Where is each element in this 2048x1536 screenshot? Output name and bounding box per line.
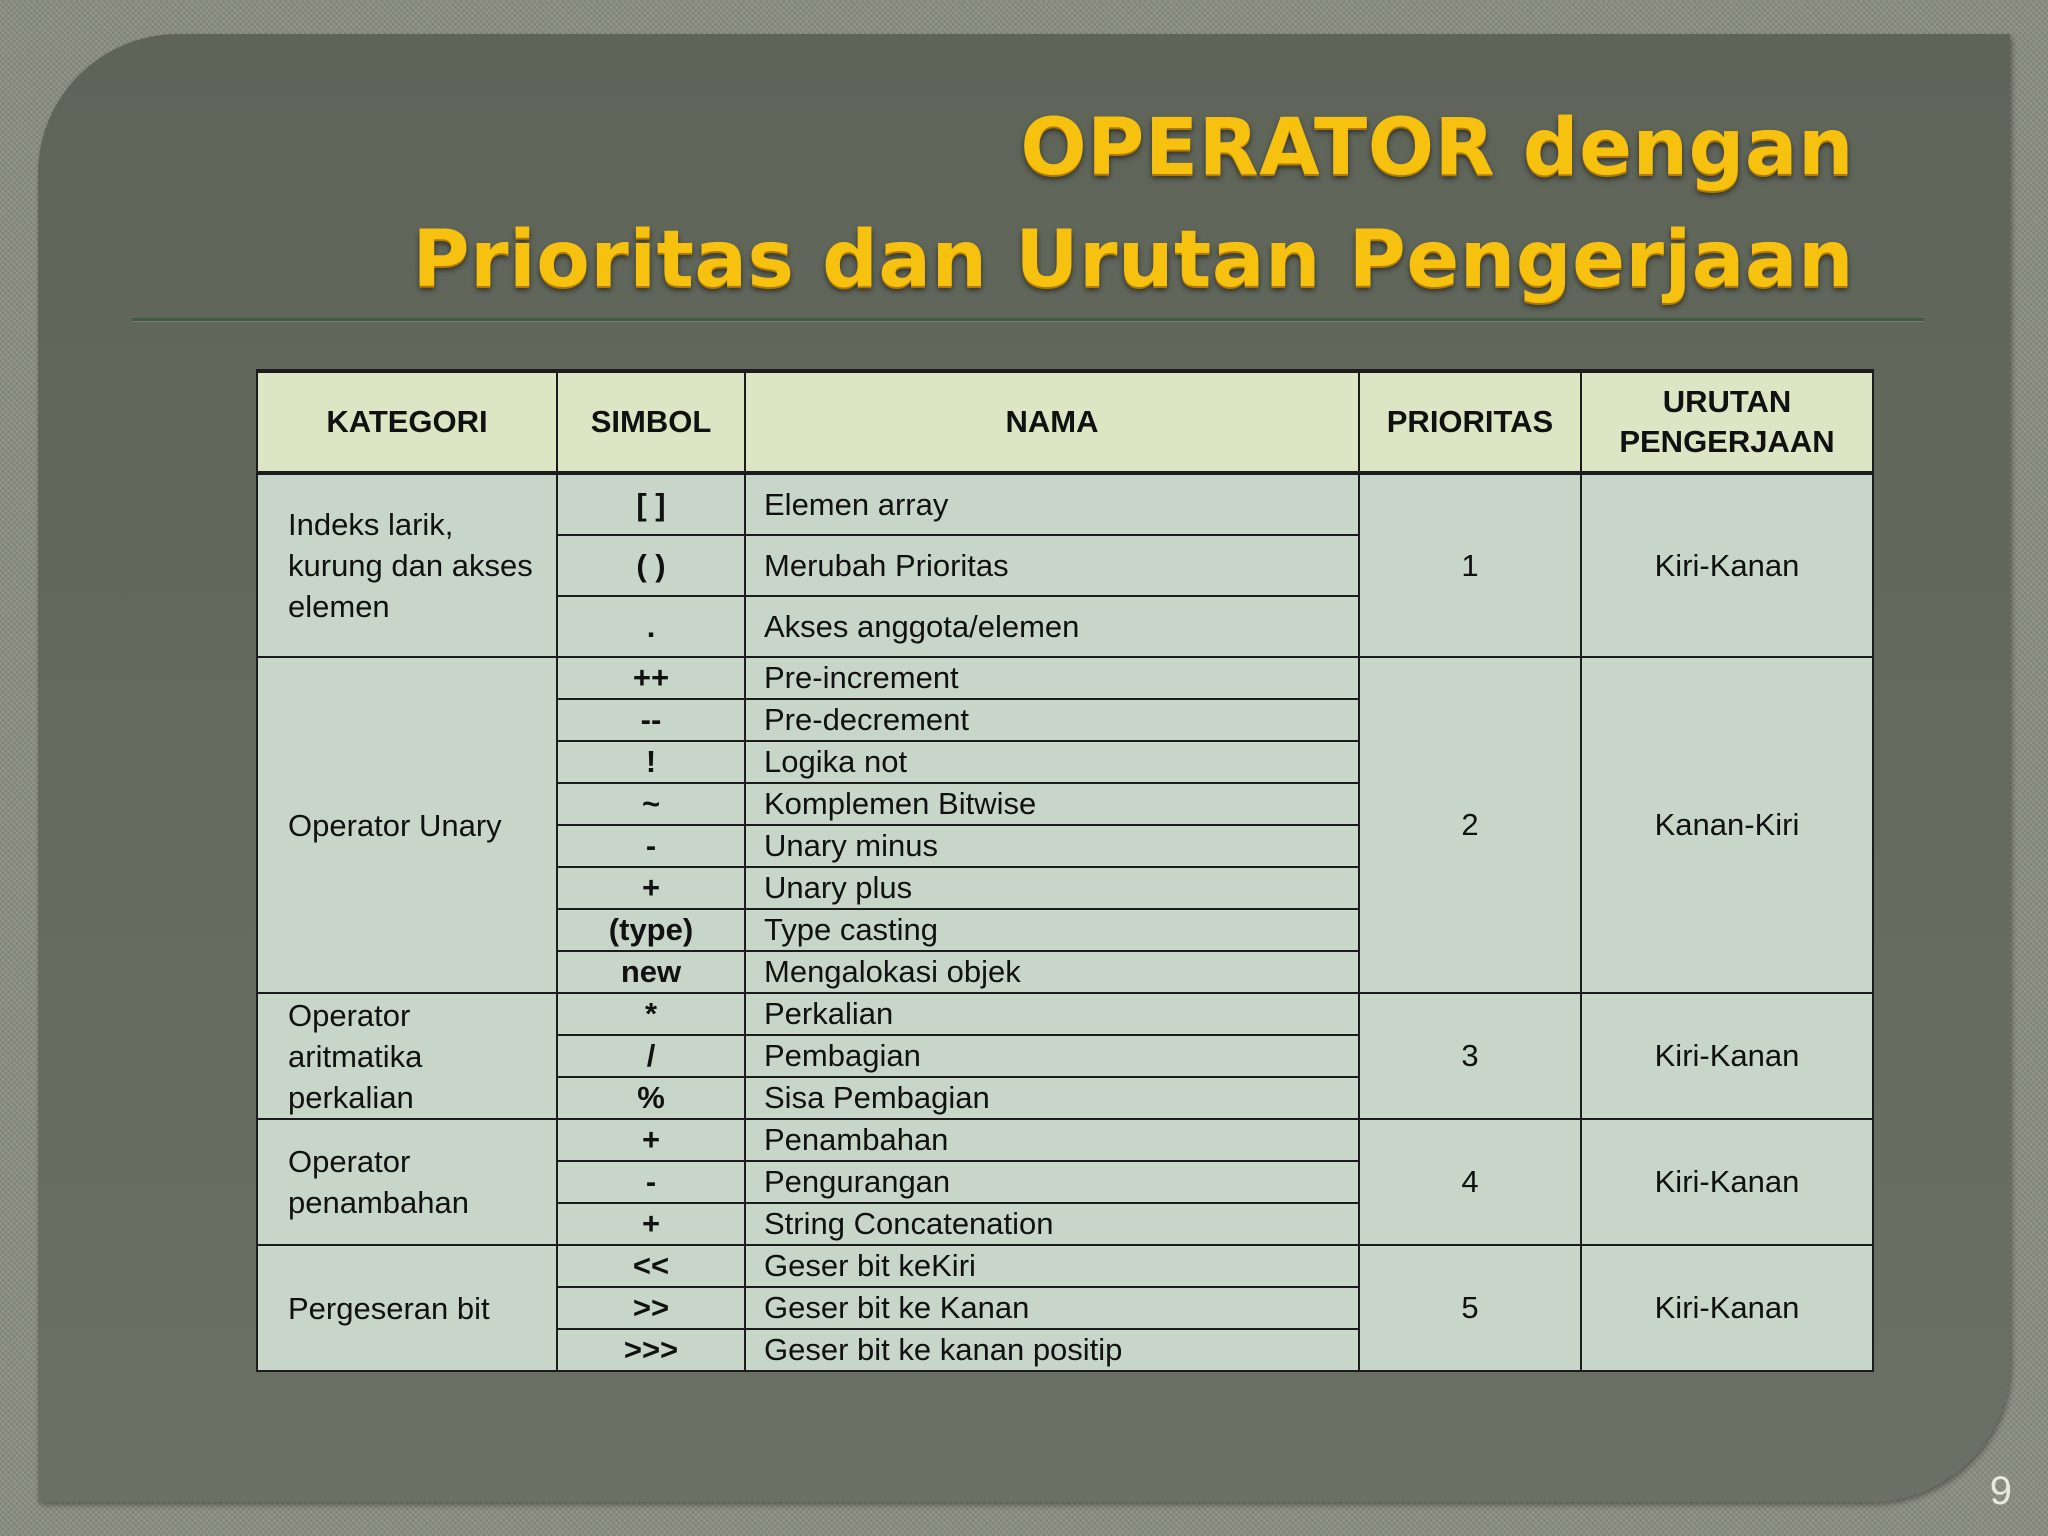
title-divider bbox=[132, 318, 1924, 321]
cell-nama: Pre-decrement bbox=[745, 699, 1359, 741]
cell-urutan: Kiri-Kanan bbox=[1581, 1245, 1873, 1371]
cell-simbol: - bbox=[557, 825, 745, 867]
table-body bbox=[257, 473, 1873, 1371]
cell-simbol: << bbox=[557, 1245, 745, 1287]
cell-kategori: Pergeseran bit bbox=[257, 1245, 557, 1371]
cell-simbol: >>> bbox=[557, 1329, 745, 1371]
cell-kategori: Indeks larik, kurung dan akses elemen bbox=[257, 473, 557, 657]
cell-nama: Akses anggota/elemen bbox=[745, 596, 1359, 657]
header-prioritas: PRIORITAS bbox=[1359, 371, 1581, 473]
cell-prioritas: 1 bbox=[1359, 473, 1581, 657]
cell-prioritas: 5 bbox=[1359, 1245, 1581, 1371]
cell-nama: Komplemen Bitwise bbox=[745, 783, 1359, 825]
table-row bbox=[257, 473, 1873, 535]
cell-simbol: ! bbox=[557, 741, 745, 783]
table-row bbox=[257, 1119, 1873, 1161]
slide-title-line-2: Prioritas dan Urutan Pengerjaan bbox=[412, 215, 1854, 305]
cell-simbol: + bbox=[557, 1119, 745, 1161]
cell-prioritas: 2 bbox=[1359, 657, 1581, 993]
cell-nama: Perkalian bbox=[745, 993, 1359, 1035]
table-row bbox=[257, 1245, 1873, 1287]
cell-simbol: / bbox=[557, 1035, 745, 1077]
cell-simbol: + bbox=[557, 867, 745, 909]
cell-nama: Unary minus bbox=[745, 825, 1359, 867]
cell-urutan: Kiri-Kanan bbox=[1581, 473, 1873, 657]
cell-nama: Mengalokasi objek bbox=[745, 951, 1359, 993]
table-row bbox=[257, 657, 1873, 699]
operator-precedence-table bbox=[256, 369, 1874, 1372]
header-kategori: KATEGORI bbox=[257, 371, 557, 473]
cell-simbol: + bbox=[557, 1203, 745, 1245]
slide-title bbox=[412, 92, 1854, 316]
cell-nama: Sisa Pembagian bbox=[745, 1077, 1359, 1119]
cell-nama: Geser bit ke Kanan bbox=[745, 1287, 1359, 1329]
cell-urutan: Kanan-Kiri bbox=[1581, 657, 1873, 993]
cell-nama: Elemen array bbox=[745, 473, 1359, 535]
cell-nama: Penambahan bbox=[745, 1119, 1359, 1161]
cell-simbol: * bbox=[557, 993, 745, 1035]
cell-nama: Geser bit keKiri bbox=[745, 1245, 1359, 1287]
cell-simbol: new bbox=[557, 951, 745, 993]
cell-simbol: ~ bbox=[557, 783, 745, 825]
cell-simbol: ( ) bbox=[557, 535, 745, 596]
cell-simbol: . bbox=[557, 596, 745, 657]
cell-simbol: -- bbox=[557, 699, 745, 741]
cell-simbol: - bbox=[557, 1161, 745, 1203]
cell-nama: Merubah Prioritas bbox=[745, 535, 1359, 596]
cell-nama: Logika not bbox=[745, 741, 1359, 783]
cell-simbol: [ ] bbox=[557, 473, 745, 535]
cell-simbol: >> bbox=[557, 1287, 745, 1329]
cell-simbol: (type) bbox=[557, 909, 745, 951]
slide-number: 9 bbox=[1989, 1469, 2012, 1513]
cell-prioritas: 4 bbox=[1359, 1119, 1581, 1245]
header-simbol: SIMBOL bbox=[557, 371, 745, 473]
cell-nama: Unary plus bbox=[745, 867, 1359, 909]
cell-simbol: ++ bbox=[557, 657, 745, 699]
cell-nama: Pre-increment bbox=[745, 657, 1359, 699]
cell-prioritas: 3 bbox=[1359, 993, 1581, 1119]
table-header-row bbox=[257, 371, 1873, 473]
slide-title-line-1: OPERATOR dengan bbox=[1020, 103, 1854, 193]
cell-kategori: Operator Unary bbox=[257, 657, 557, 993]
cell-kategori: Operator aritmatika perkalian bbox=[257, 993, 557, 1119]
cell-nama: Pembagian bbox=[745, 1035, 1359, 1077]
cell-nama: Geser bit ke kanan positip bbox=[745, 1329, 1359, 1371]
cell-urutan: Kiri-Kanan bbox=[1581, 1119, 1873, 1245]
cell-simbol: % bbox=[557, 1077, 745, 1119]
cell-nama: Type casting bbox=[745, 909, 1359, 951]
header-nama: NAMA bbox=[745, 371, 1359, 473]
header-urutan: URUTAN PENGERJAAN bbox=[1581, 371, 1873, 473]
cell-urutan: Kiri-Kanan bbox=[1581, 993, 1873, 1119]
cell-kategori: Operator penambahan bbox=[257, 1119, 557, 1245]
table-row bbox=[257, 993, 1873, 1035]
cell-nama: String Concatenation bbox=[745, 1203, 1359, 1245]
cell-nama: Pengurangan bbox=[745, 1161, 1359, 1203]
